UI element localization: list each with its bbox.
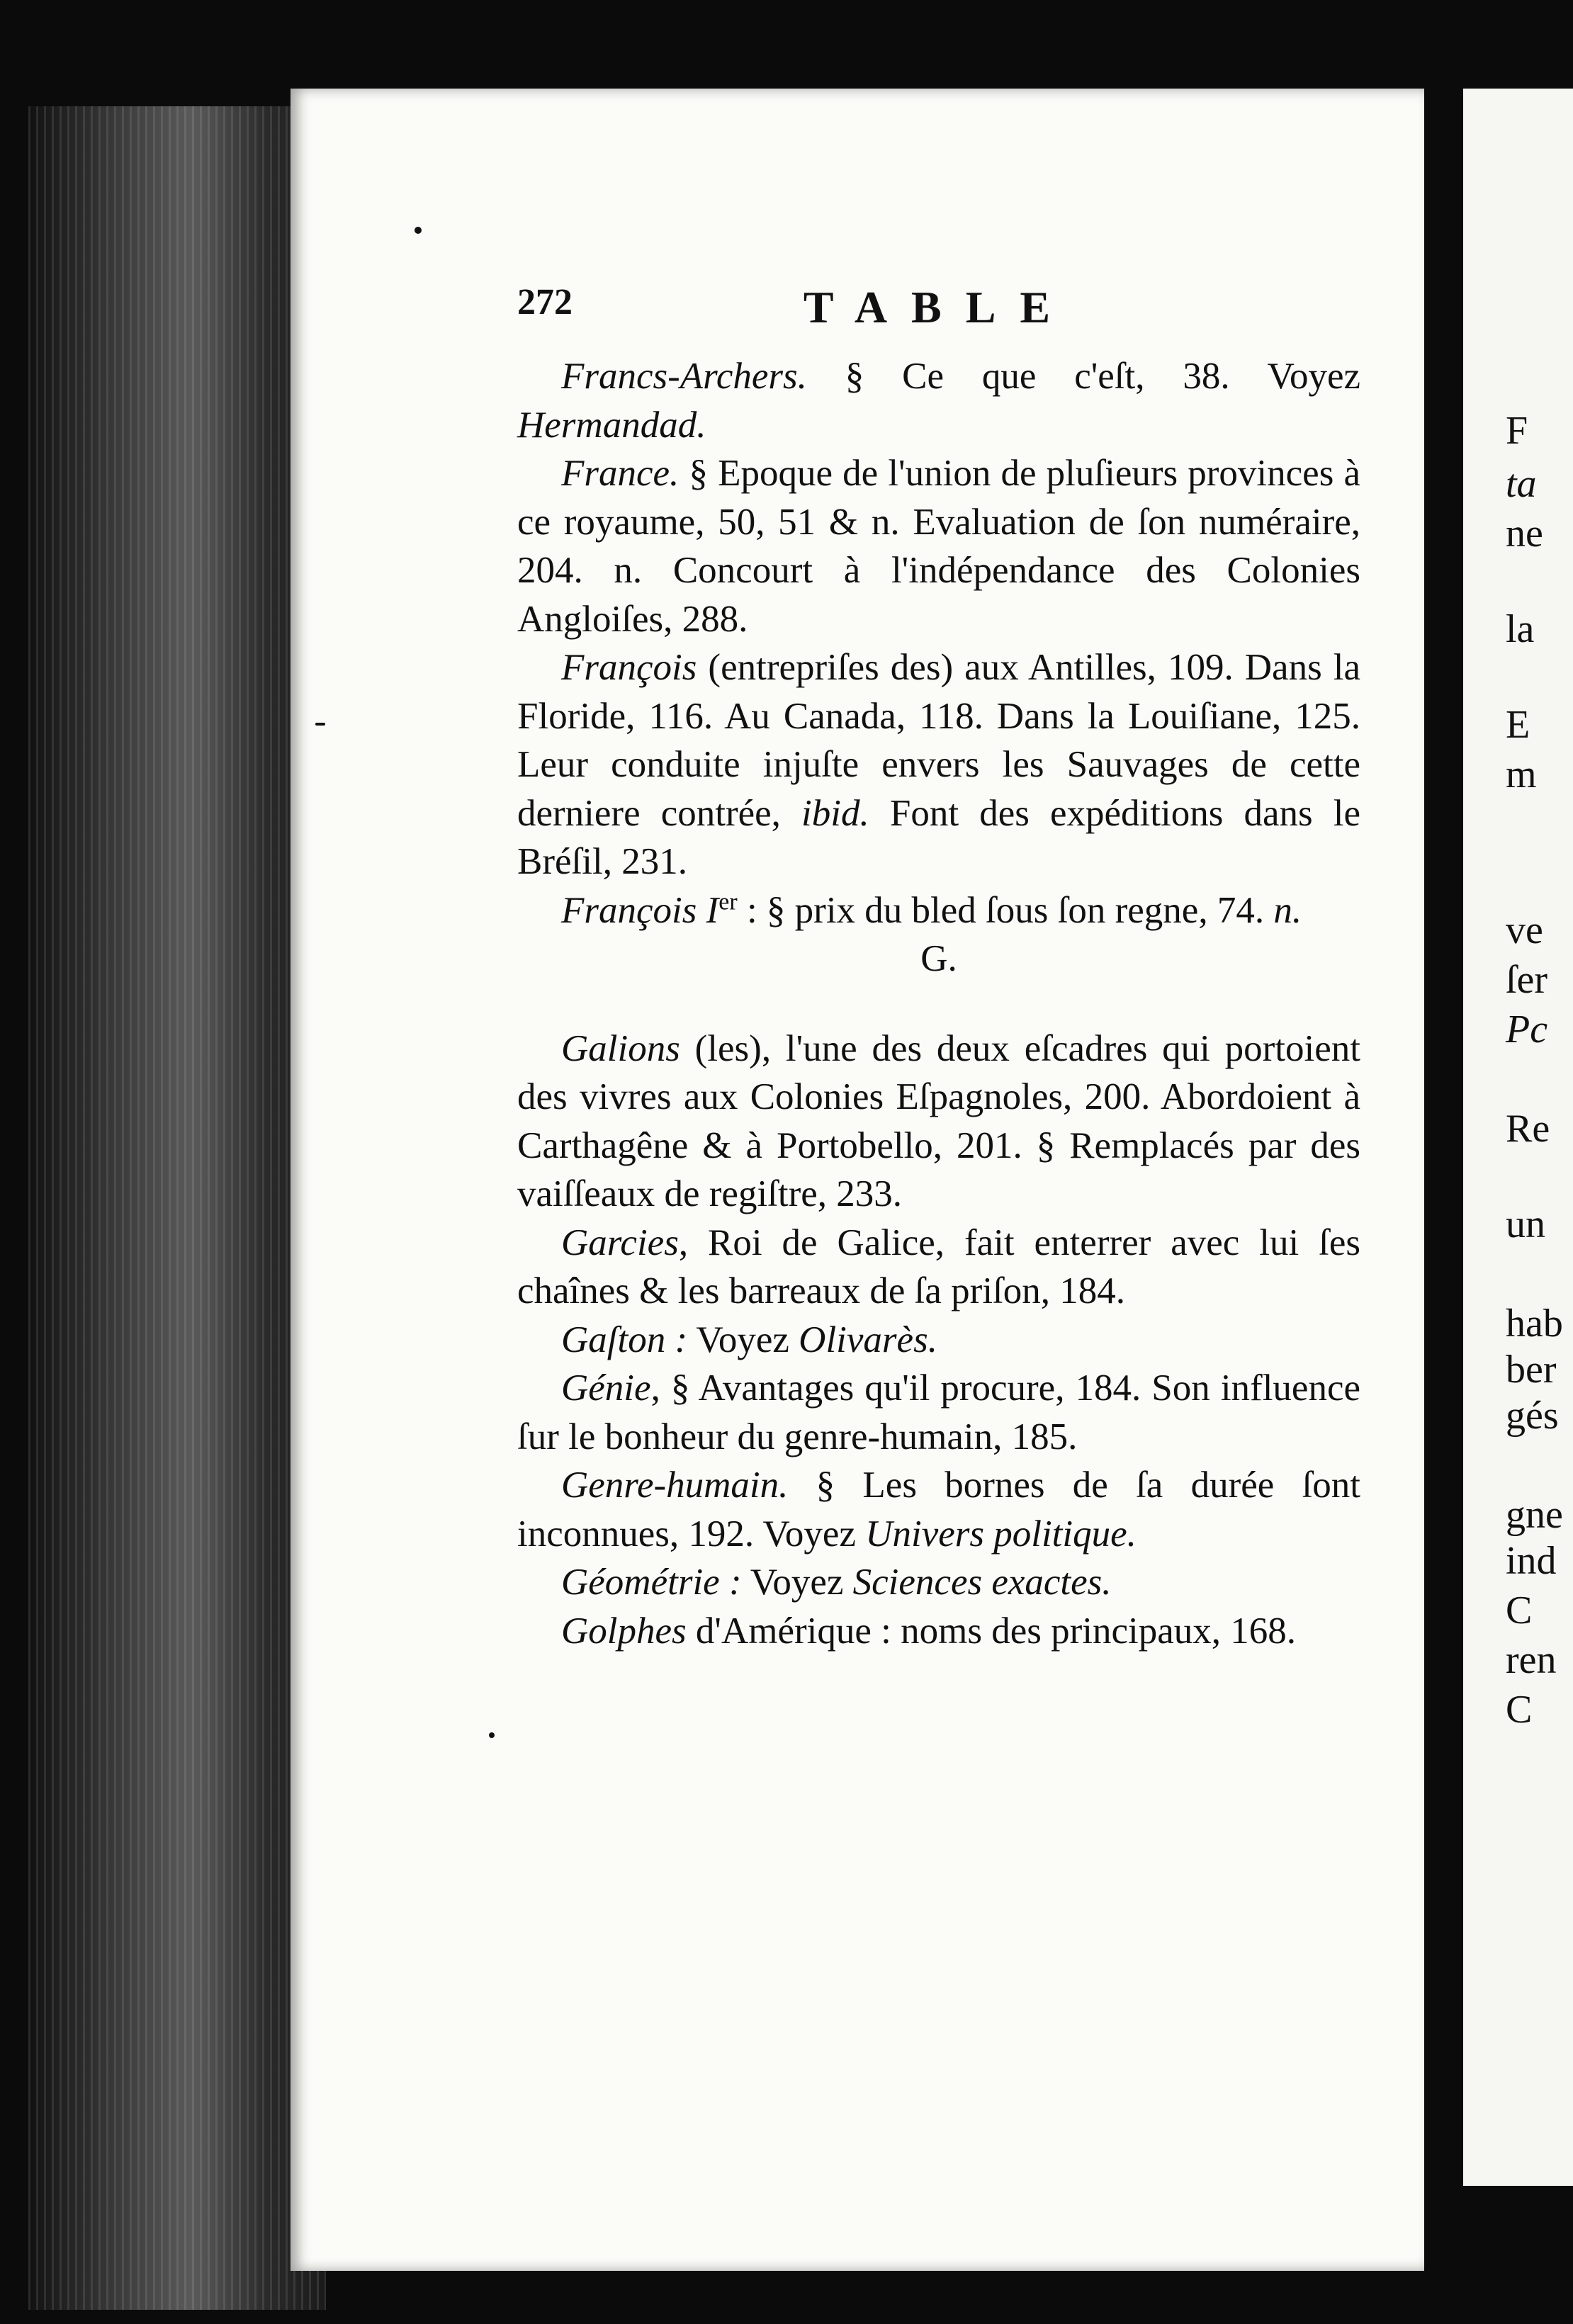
entry-heading: Genre-humain.: [561, 1465, 789, 1506]
entry-text: (les), l'une des deux eſcadres qui portoient des vivres aux Colonies Eſpagnoles, 200. Abordoient à Carthagêne & à Portobello, 201. § Remplacés par des vaiſſeaux de regiſtre, 233.: [517, 1027, 1360, 1214]
index-entry: [517, 1025, 1360, 1219]
entry-heading: Génie: [561, 1367, 651, 1409]
entry-superscript: er: [718, 888, 738, 915]
index-entry: [517, 643, 1360, 886]
print-speck: [315, 723, 325, 726]
index-entry: [517, 1316, 1360, 1365]
facing-page-fragment: [1463, 89, 1573, 2186]
facing-text: C: [1506, 1589, 1533, 1632]
facing-text: ind: [1506, 1539, 1557, 1583]
index-entry: [517, 449, 1360, 643]
entry-italic: ibid.: [801, 792, 869, 834]
entry-heading: François: [561, 647, 697, 688]
index-entry: [517, 1607, 1360, 1656]
entry-heading: Galions: [561, 1027, 680, 1069]
facing-text: ren: [1506, 1638, 1557, 1682]
entry-text: Font des expéditions dans le Bréſil, 231.: [517, 792, 1360, 882]
entry-text: : § prix du bled ſous ſon regne, 74.: [737, 889, 1274, 931]
entry-heading: Golphes: [561, 1610, 687, 1652]
entry-heading: Francs-Archers.: [561, 356, 807, 397]
entry-text: § Ce que c'eſt, 38. Voyez: [806, 356, 1360, 397]
running-title: TABLE: [803, 282, 1075, 332]
facing-text: gne: [1506, 1493, 1563, 1537]
index-text: [517, 352, 1360, 1655]
entry-text: , § Avantages qu'il procure, 184. Son influence ſur le bonheur du genre-humain, 185.: [517, 1367, 1360, 1457]
entry-text: d'Amérique : noms des principaux, 168.: [686, 1610, 1297, 1652]
facing-text: hab: [1506, 1302, 1563, 1346]
index-entry: [517, 352, 1360, 449]
entry-italic: n.: [1273, 889, 1302, 931]
entry-text: § Les bornes de ſa durée ſont inconnues, 192. Voyez: [517, 1465, 1360, 1555]
facing-text: Re: [1506, 1107, 1550, 1151]
facing-text: ve: [1506, 908, 1543, 952]
facing-text: ſer: [1506, 958, 1548, 1002]
print-speck: [489, 1732, 495, 1738]
section-letter: G.: [920, 938, 957, 979]
entry-text: Voyez: [741, 1562, 853, 1603]
page-number: 272: [517, 282, 573, 322]
facing-text: m: [1506, 752, 1537, 796]
facing-text: ber: [1506, 1348, 1557, 1392]
entry-heading: Garcies: [561, 1222, 679, 1263]
index-entry: [517, 1558, 1360, 1607]
book-page-edges: [28, 106, 326, 2310]
entry-heading: Géométrie :: [561, 1562, 742, 1603]
facing-text: la: [1506, 607, 1535, 651]
entry-text: , Roi de Galice, fait enterrer avec lui ſes chaînes & les barreaux de ſa priſon, 184.: [517, 1222, 1360, 1312]
facing-text: F: [1506, 409, 1528, 453]
page-header: [517, 281, 1360, 338]
index-entry: [517, 886, 1360, 935]
facing-text: gés: [1506, 1394, 1559, 1438]
entry-text: Voyez: [687, 1319, 799, 1360]
entry-text: § Epoque de l'union de pluſieurs provinces à ce royaume, 50, 51 & n. Evaluation de ſon numéraire, 204. n. Concourt à l'indépendance des Colonies Angloiſes, 288.: [517, 453, 1360, 640]
facing-text: E: [1506, 703, 1530, 747]
print-speck: [415, 227, 422, 234]
book-page: [291, 89, 1424, 2271]
section-gap: [517, 983, 1360, 1025]
entry-italic: Hermandad.: [517, 404, 706, 446]
facing-text: Pc: [1506, 1008, 1548, 1051]
index-entry: [517, 1364, 1360, 1461]
entry-heading: France.: [561, 453, 680, 494]
index-entry: [517, 1219, 1360, 1316]
entry-italic: Univers politique.: [865, 1513, 1137, 1555]
entry-heading: Gaſton :: [561, 1319, 688, 1360]
entry-italic: Sciences exactes.: [852, 1562, 1112, 1603]
facing-text: un: [1506, 1202, 1545, 1246]
entry-text: (entrepriſes des) aux Antilles, 109. Dans la Floride, 116. Au Canada, 118. Dans la Louiſiane, 125. Leur conduite injuſte envers les Sauvages de cette derniere contrée,: [517, 647, 1360, 834]
facing-text: C: [1506, 1688, 1533, 1732]
facing-text: ta: [1506, 462, 1537, 506]
entry-heading: François I: [561, 889, 719, 931]
facing-text: ne: [1506, 512, 1543, 555]
index-entry: [517, 1461, 1360, 1558]
entry-italic: Olivarès.: [799, 1319, 937, 1360]
